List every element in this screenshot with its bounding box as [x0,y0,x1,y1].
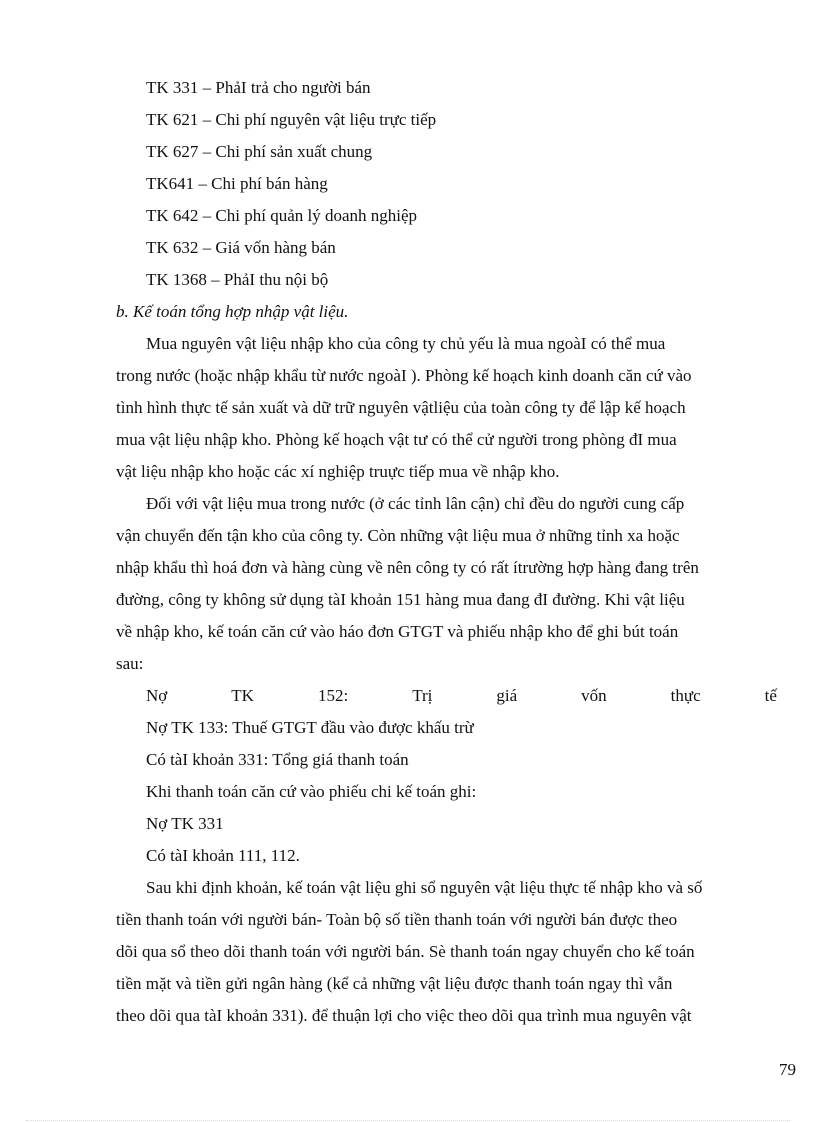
page-number: 79 [779,1060,796,1079]
text-line: trong nước (hoặc nhập khẩu từ nước ngoàI ). Phòng kế hoạch kinh doanh căn cứ vào [116,366,692,385]
account-item: TK 632 – Giá vốn hàng bán [146,238,336,257]
text-line: tình hình thực tế sản xuất và dữ trữ nguyên vậtliệu của toàn công ty để lập kế hoạch [116,398,686,417]
paragraph-2 [116,488,777,680]
entry-word: Trị [412,686,433,705]
text-line: mua vật liệu nhập kho. Phòng kế hoạch vật tư có thể cử người trong phòng đI mua [116,430,677,449]
text-line: theo dõi qua tàI khoản 331). để thuận lợi cho việc theo dõi qua trình mua nguyên vật [116,1006,692,1025]
account-item: TK641 – Chi phí bán hàng [146,174,328,193]
text-line: vật liệu nhập kho hoặc các xí nghiệp truực tiếp mua về nhập kho. [116,462,560,481]
text-line: Sau khi định khoản, kế toán vật liệu ghi sổ nguyên vật liệu thực tế nhập kho và số [146,878,703,897]
journal-entry: Khi thanh toán căn cứ vào phiếu chi kế toán ghi: [146,782,477,801]
account-item: TK 621 – Chi phí nguyên vật liệu trực tiếp [146,110,437,129]
journal-entries [116,712,777,872]
section-heading: b. Kế toán tổng hợp nhập vật liệu. [116,302,349,321]
text-line: nhập khẩu thì hoá đơn và hàng cùng về nên công ty có rất ítrường hợp hàng đang trên [116,558,699,577]
document-body [116,72,777,1032]
account-item: TK 627 – Chi phí sản xuất chung [146,142,373,161]
text-line: Đối với vật liệu mua trong nước (ở các tỉnh lân cận) chỉ đều do người cung cấp [146,494,685,513]
entry-word: TK [231,686,254,705]
page-bottom-border [26,1120,790,1121]
paragraph-3 [116,872,777,1032]
text-line: sau: [116,654,144,673]
paragraph-1 [116,328,777,488]
journal-entry: Có tàI khoản 111, 112. [146,846,300,865]
text-line: dõi qua sổ theo dõi thanh toán với người bán. Sè thanh toán ngay chuyển cho kế toán [116,942,695,961]
entry-word: giá [496,686,518,705]
entry-word: tế [764,686,777,705]
account-item: TK 1368 – PhảI thu nội bộ [146,270,329,289]
entry-word: vốn [581,686,607,705]
entry-word: Nợ [146,686,168,705]
account-item: TK 642 – Chi phí quản lý doanh nghiệp [146,206,418,225]
text-line: Mua nguyên vật liệu nhập kho của công ty chủ yếu là mua ngoàI có thể mua [146,334,666,353]
entry-word: thực [670,686,701,705]
account-item: TK 331 – PhảI trả cho người bán [146,78,371,97]
journal-entry: Có tàI khoản 331: Tổng giá thanh toán [146,750,409,769]
entry-word: 152: [317,686,349,705]
text-line: tiền thanh toán với người bán- Toàn bộ số tiền thanh toán với người bán được theo [116,910,678,929]
account-list [116,72,777,296]
text-line: về nhập kho, kế toán căn cứ vào háo đơn GTGT và phiếu nhập kho để ghi bút toán [116,622,679,641]
journal-entry-debit-152 [116,680,777,712]
text-line: tiền mặt và tiền gửi ngân hàng (kể cả những vật liệu được thanh toán ngay thì vẫn [116,974,673,993]
text-line: vận chuyển đến tận kho của công ty. Còn những vật liệu mua ở những tỉnh xa hoặc [116,526,680,545]
journal-entry: Nợ TK 331 [146,814,224,833]
journal-entry: Nợ TK 133: Thuế GTGT đầu vào được khấu trừ [146,718,474,737]
text-line: đường, công ty không sử dụng tàI khoản 151 hàng mua đang đI đường. Khi vật liệu [116,590,685,609]
